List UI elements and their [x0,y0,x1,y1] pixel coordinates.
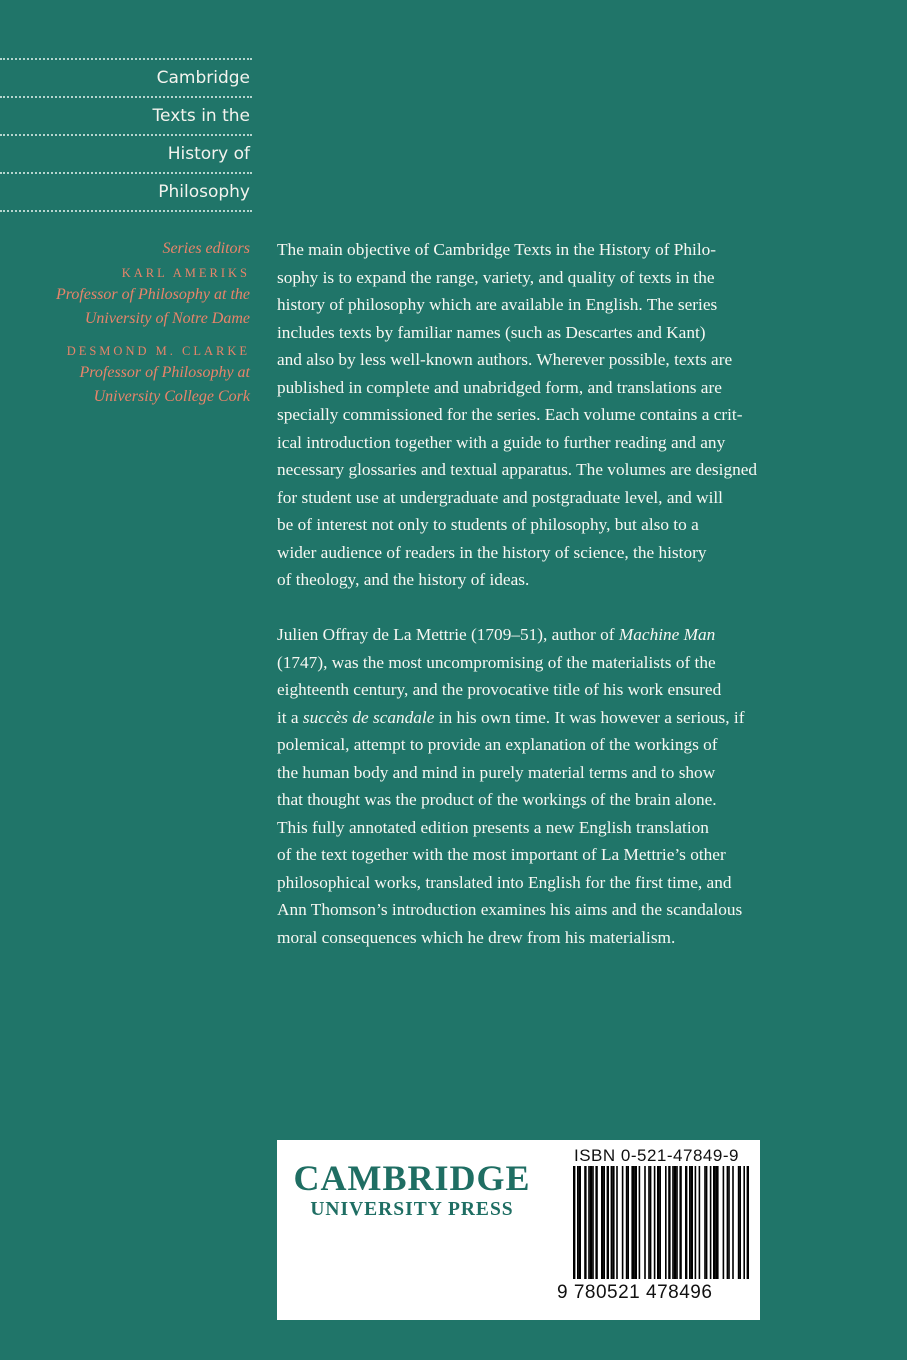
text-line: of the text together with the most important of La Mettrie’s other [277,845,726,864]
text-line: and also by less well-known authors. Wherever possible, texts are [277,350,733,369]
text-line [277,704,797,732]
text-line [277,621,797,649]
text-line: eighteenth century, and the provocative title of his work ensured [277,680,722,699]
editor-name: KARL AMERIKS [121,266,250,280]
phrase-italic: succès de scandale [302,707,435,727]
text-line: The main objective of Cambridge Texts in the History of Philo- [277,240,717,259]
text-line: Ann Thomson’s introduction examines his aims and the scandalous [277,900,743,919]
text-line: published in complete and unabridged form, and translations are [277,377,722,397]
book-description [277,621,797,951]
text-line: polemical, attempt to provide an explanation of the workings of [277,735,718,754]
text-line: ical introduction together with a guide to further reading and any [277,432,726,452]
text-line: (1747), was the most uncompromising of the materialists of the [277,652,716,672]
text-span: Julien Offray de La Mettrie (1709–51), author of [277,625,619,644]
series-editors-label: Series editors [162,240,250,257]
dotted-rule [0,134,252,136]
publisher-logo-line2: UNIVERSITY PRESS [310,1199,514,1220]
series-line-2: Texts in the [152,106,250,126]
text-line: necessary glossaries and textual apparatus. The volumes are designed [277,460,758,479]
text-line: be of interest not only to students of philosophy, but also to a [277,515,699,534]
text-span: it a [277,707,303,727]
dotted-rule [0,210,252,212]
series-title-block [0,58,252,212]
text-line: that thought was the product of the workings of the brain alone. [277,790,717,809]
text-span: in his own time. It was however a serious, if [434,707,745,727]
editor-title: University College Cork [93,388,250,405]
editor-name: DESMOND M. CLARKE [66,344,250,358]
series-line-1: Cambridge [156,68,250,88]
dotted-rule [0,172,252,174]
text-line: specially commissioned for the series. Each volume contains a crit- [277,405,743,424]
publisher-logo-line1: CAMBRIDGE [293,1158,531,1198]
series-description [277,236,797,594]
text-line: includes texts by familiar names (such as Descartes and Kant) [277,322,706,342]
publisher-barcode-panel [277,1140,760,1320]
ean-digits: 9 780521 478496 [557,1282,713,1303]
editor-title: Professor of Philosophy at [79,364,250,381]
series-line-3: History of [167,144,250,164]
editor-title: University of Notre Dame [84,310,250,327]
book-title-italic: Machine Man [618,625,716,644]
dotted-rule [0,96,252,98]
barcode-icon [571,1166,757,1281]
text-line: history of philosophy which are available in English. The series [277,295,718,314]
dotted-rule [0,58,252,60]
text-line: philosophical works, translated into English for the first time, and [277,872,732,892]
series-editors [0,238,250,409]
text-line: the human body and mind in purely material terms and to show [277,762,716,782]
isbn-label: ISBN 0-521-47849-9 [574,1146,739,1165]
text-line: sophy is to expand the range, variety, and quality of texts in the [277,267,715,287]
text-line: of theology, and the history of ideas. [277,570,530,589]
text-line: This fully annotated edition presents a new English translation [277,817,709,837]
text-line: wider audience of readers in the history of science, the history [277,542,707,562]
editor-title: Professor of Philosophy at the [55,286,250,303]
series-line-4: Philosophy [158,182,250,202]
text-line: for student use at undergraduate and postgraduate level, and will [277,487,723,507]
text-line: moral consequences which he drew from his materialism. [277,927,676,947]
